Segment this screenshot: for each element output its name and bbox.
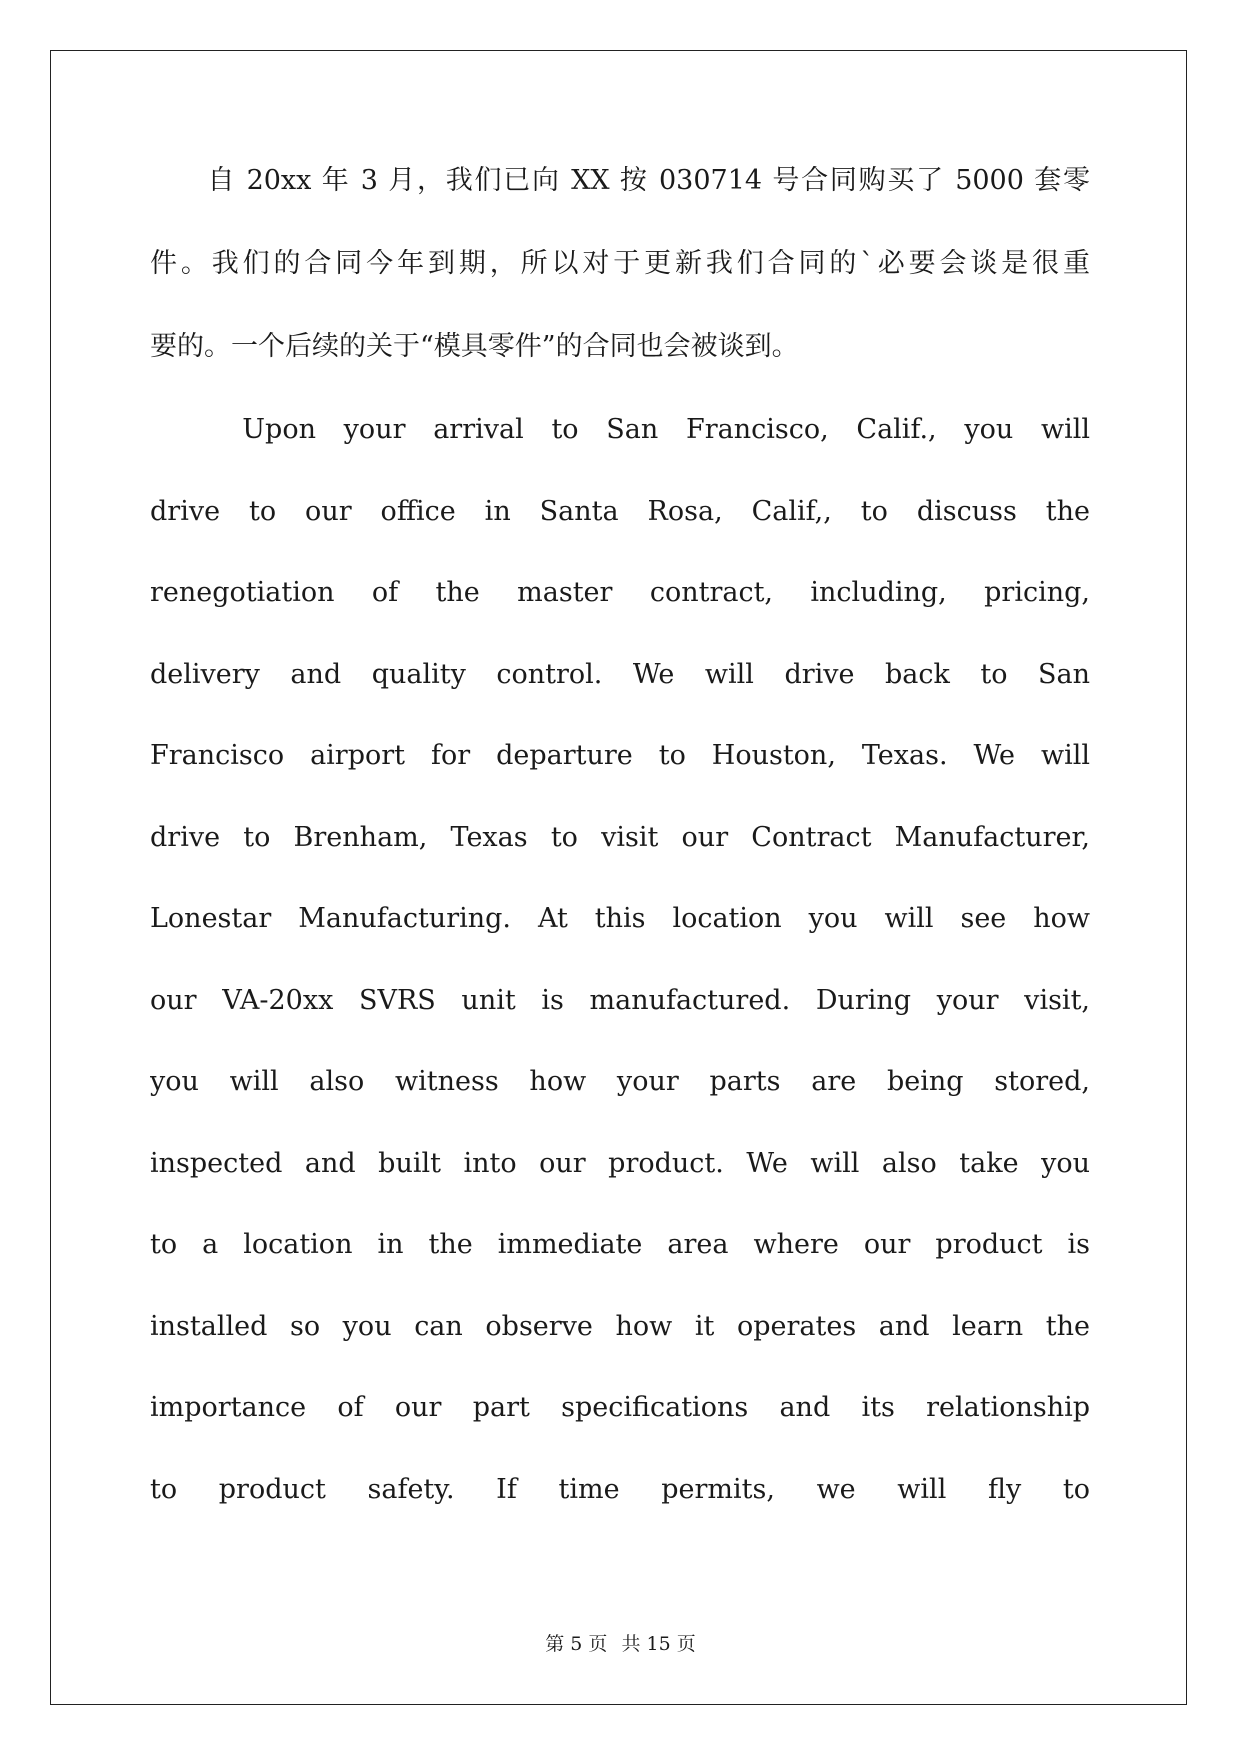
text-line: drive to Brenham, Texas to visit our Contract Manufacturer, [150, 822, 1090, 853]
text-line: to a location in the immediate area where our product is [150, 1230, 1090, 1260]
text-line: Upon your arrival to San Francisco, Calif., you will [150, 415, 1090, 445]
text-line: drive to our office in Santa Rosa, Calif,, to discuss the [150, 496, 1090, 527]
text-line: renegotiation of the master contract, including, pricing, [150, 578, 1090, 608]
page-number: 第 5 页 [545, 1633, 608, 1655]
text-line: inspected and built into our product. We will also take you [150, 1148, 1090, 1179]
text-line: importance of our part specifications and its relationship [150, 1393, 1090, 1423]
document-body [150, 166, 1090, 1556]
text-line: our VA-20xx SVRS unit is manufactured. During your visit, [150, 985, 1090, 1016]
text-line: 件。我们的合同今年到期，所以对于更新我们合同的`必要会谈是很重 [150, 249, 1090, 279]
text-line: Francisco airport for departure to Houston, Texas. We will [150, 741, 1090, 771]
paragraph-chinese [150, 166, 1090, 415]
text-line: you will also witness how your parts are being stored, [150, 1067, 1090, 1097]
page-total: 共 15 页 [621, 1633, 696, 1655]
text-line: delivery and quality control. We will drive back to San [150, 659, 1090, 690]
text-line: to product safety. If time permits, we will fly to [150, 1474, 1090, 1505]
text-line: 要的。一个后续的关于“模具零件”的合同也会被谈到。 [150, 332, 799, 362]
page-footer [0, 1629, 1241, 1656]
text-line: 自 20xx 年 3 月，我们已向 XX 按 030714 号合同购买了 5000 套零 [150, 166, 1090, 196]
text-line: installed so you can observe how it operates and learn the [150, 1311, 1090, 1342]
paragraph-english [150, 415, 1090, 1556]
text-line: Lonestar Manufacturing. At this location you will see how [150, 904, 1090, 934]
